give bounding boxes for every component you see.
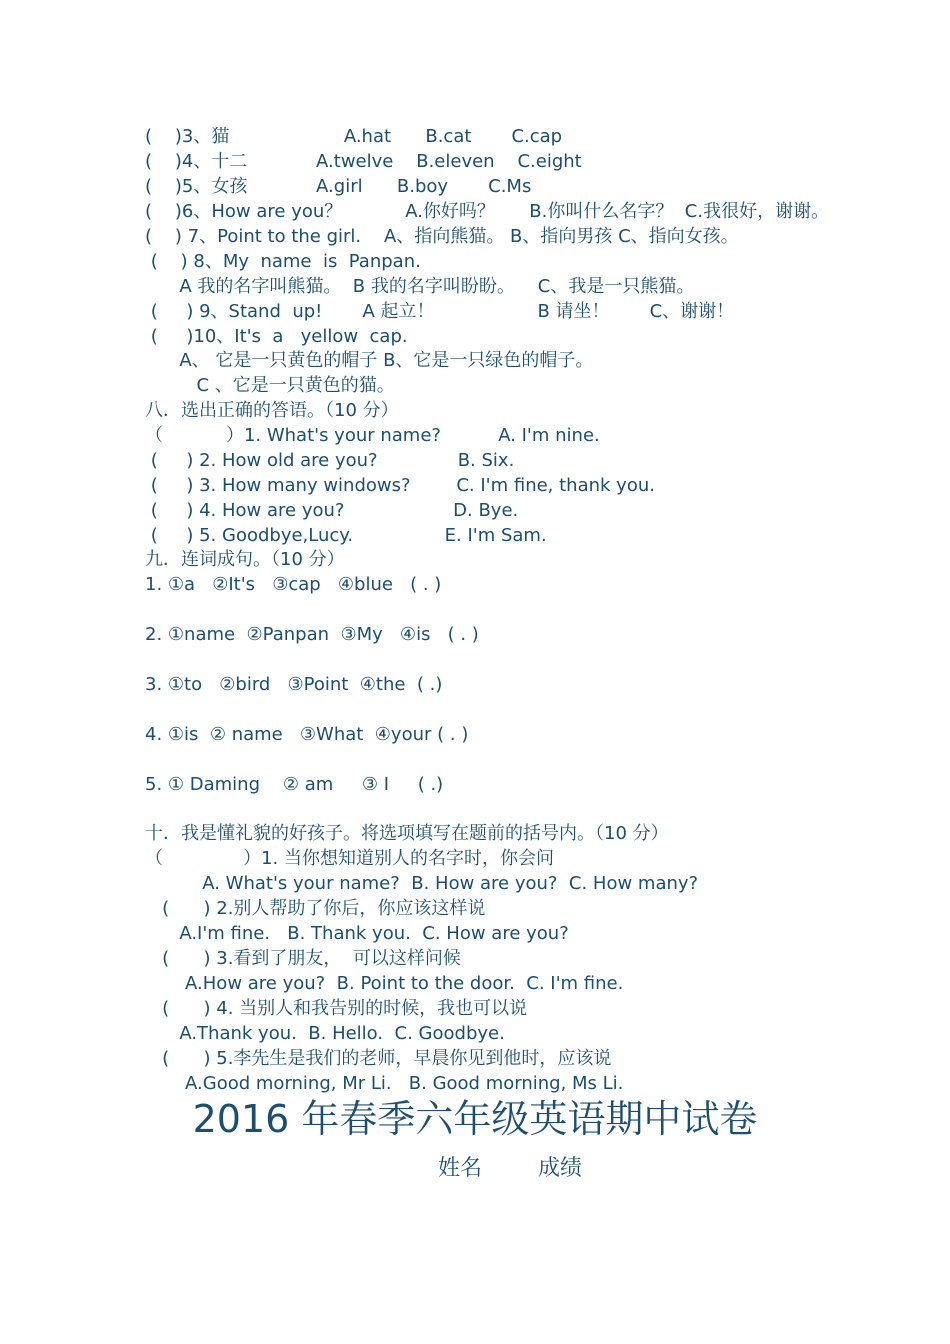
s8-q5: ( ) 5. Goodbye,Lucy. E. I'm Sam. [145, 525, 547, 546]
q7-line: ( ) 7、Point to the girl. A、指向熊猫。 B、指向男孩 C、指向女孩。 [145, 226, 739, 247]
section-9-heading: 九．连词成句。（10 分） [145, 549, 345, 570]
name-label: 姓名 [438, 1156, 483, 1181]
s8-q3: ( ) 3. How many windows? C. I'm fine, thank you. [145, 475, 655, 496]
s10-q1: （ ）1. 当你想知道别人的名字时，你会问 [145, 848, 554, 869]
s10-q5: ( ) 5.李先生是我们的老师，早晨你见到他时，应该说 [145, 1048, 612, 1069]
q5-line: ( )5、女孩 A.girl B.boy C.Ms [145, 176, 532, 197]
s8-q2: ( ) 2. How old are you? B. Six. [145, 450, 515, 471]
q3-line: ( )3、猫 A.hat B.cat C.cap [145, 126, 563, 147]
q8-line: ( ) 8、My name is Panpan. [145, 251, 421, 272]
s9-q3: 3. ①to ②bird ③Point ④the ( .) [145, 674, 443, 695]
q6-line: ( )6、How are you？ A.你好吗？ B.你叫什么名字？ C.我很好，谢谢。 [145, 201, 830, 222]
s9-q1: 1. ①a ②It's ③cap ④blue ( . ) [145, 574, 442, 595]
q10-options-ab: A、 它是一只黄色的帽子 B、它是一只绿色的帽子。 [145, 350, 594, 371]
exam-title: 2016 年春季六年级英语期中试卷 [192, 1097, 758, 1141]
section-10-heading: 十．我是懂礼貌的好孩子。将选项填写在题前的括号内。（10 分） [145, 823, 669, 844]
s8-q4: ( ) 4. How are you? D. Bye. [145, 500, 519, 521]
q10-option-c: C 、它是一只黄色的猫。 [145, 375, 395, 396]
s10-q5-options: A.Good morning, Mr Li. B. Good morning, Ms Li. [145, 1073, 624, 1094]
s10-q1-options: A. What's your name? B. How are you? C. How many? [145, 873, 699, 894]
s9-q4: 4. ①is ② name ③What ④your ( . ) [145, 724, 469, 745]
q4-line: ( )4、十二 A.twelve B.eleven C.eight [145, 151, 582, 172]
q8-options: A 我的名字叫熊猫。 B 我的名字叫盼盼。 C、我是一只熊猫。 [145, 276, 695, 297]
s10-q4-options: A.Thank you. B. Hello. C. Goodbye. [145, 1023, 505, 1044]
q10-line: ( )10、It's a yellow cap. [145, 326, 408, 347]
s10-q4: ( ) 4. 当别人和我告别的时候，我也可以说 [145, 998, 528, 1019]
s9-q5: 5. ① Daming ② am ③ I ( .) [145, 774, 444, 795]
s10-q2: ( ) 2.别人帮助了你后，你应该这样说 [145, 898, 486, 919]
section-8-heading: 八．选出正确的答语。（10 分） [145, 400, 399, 421]
s10-q2-options: A.I'm fine. B. Thank you. C. How are you? [145, 923, 569, 944]
s10-q3: ( ) 3.看到了朋友， 可以这样问候 [145, 948, 461, 969]
s9-q2: 2. ①name ②Panpan ③My ④is ( . ) [145, 624, 479, 645]
q9-line: ( ) 9、Stand up! A 起立！ B 请坐！ C、谢谢！ [145, 301, 735, 322]
s8-q1: （ ）1. What's your name? A. I'm nine. [145, 425, 600, 446]
s10-q3-options: A.How are you? B. Point to the door. C. I'm fine. [145, 973, 624, 994]
score-label: 成绩 [538, 1156, 583, 1181]
